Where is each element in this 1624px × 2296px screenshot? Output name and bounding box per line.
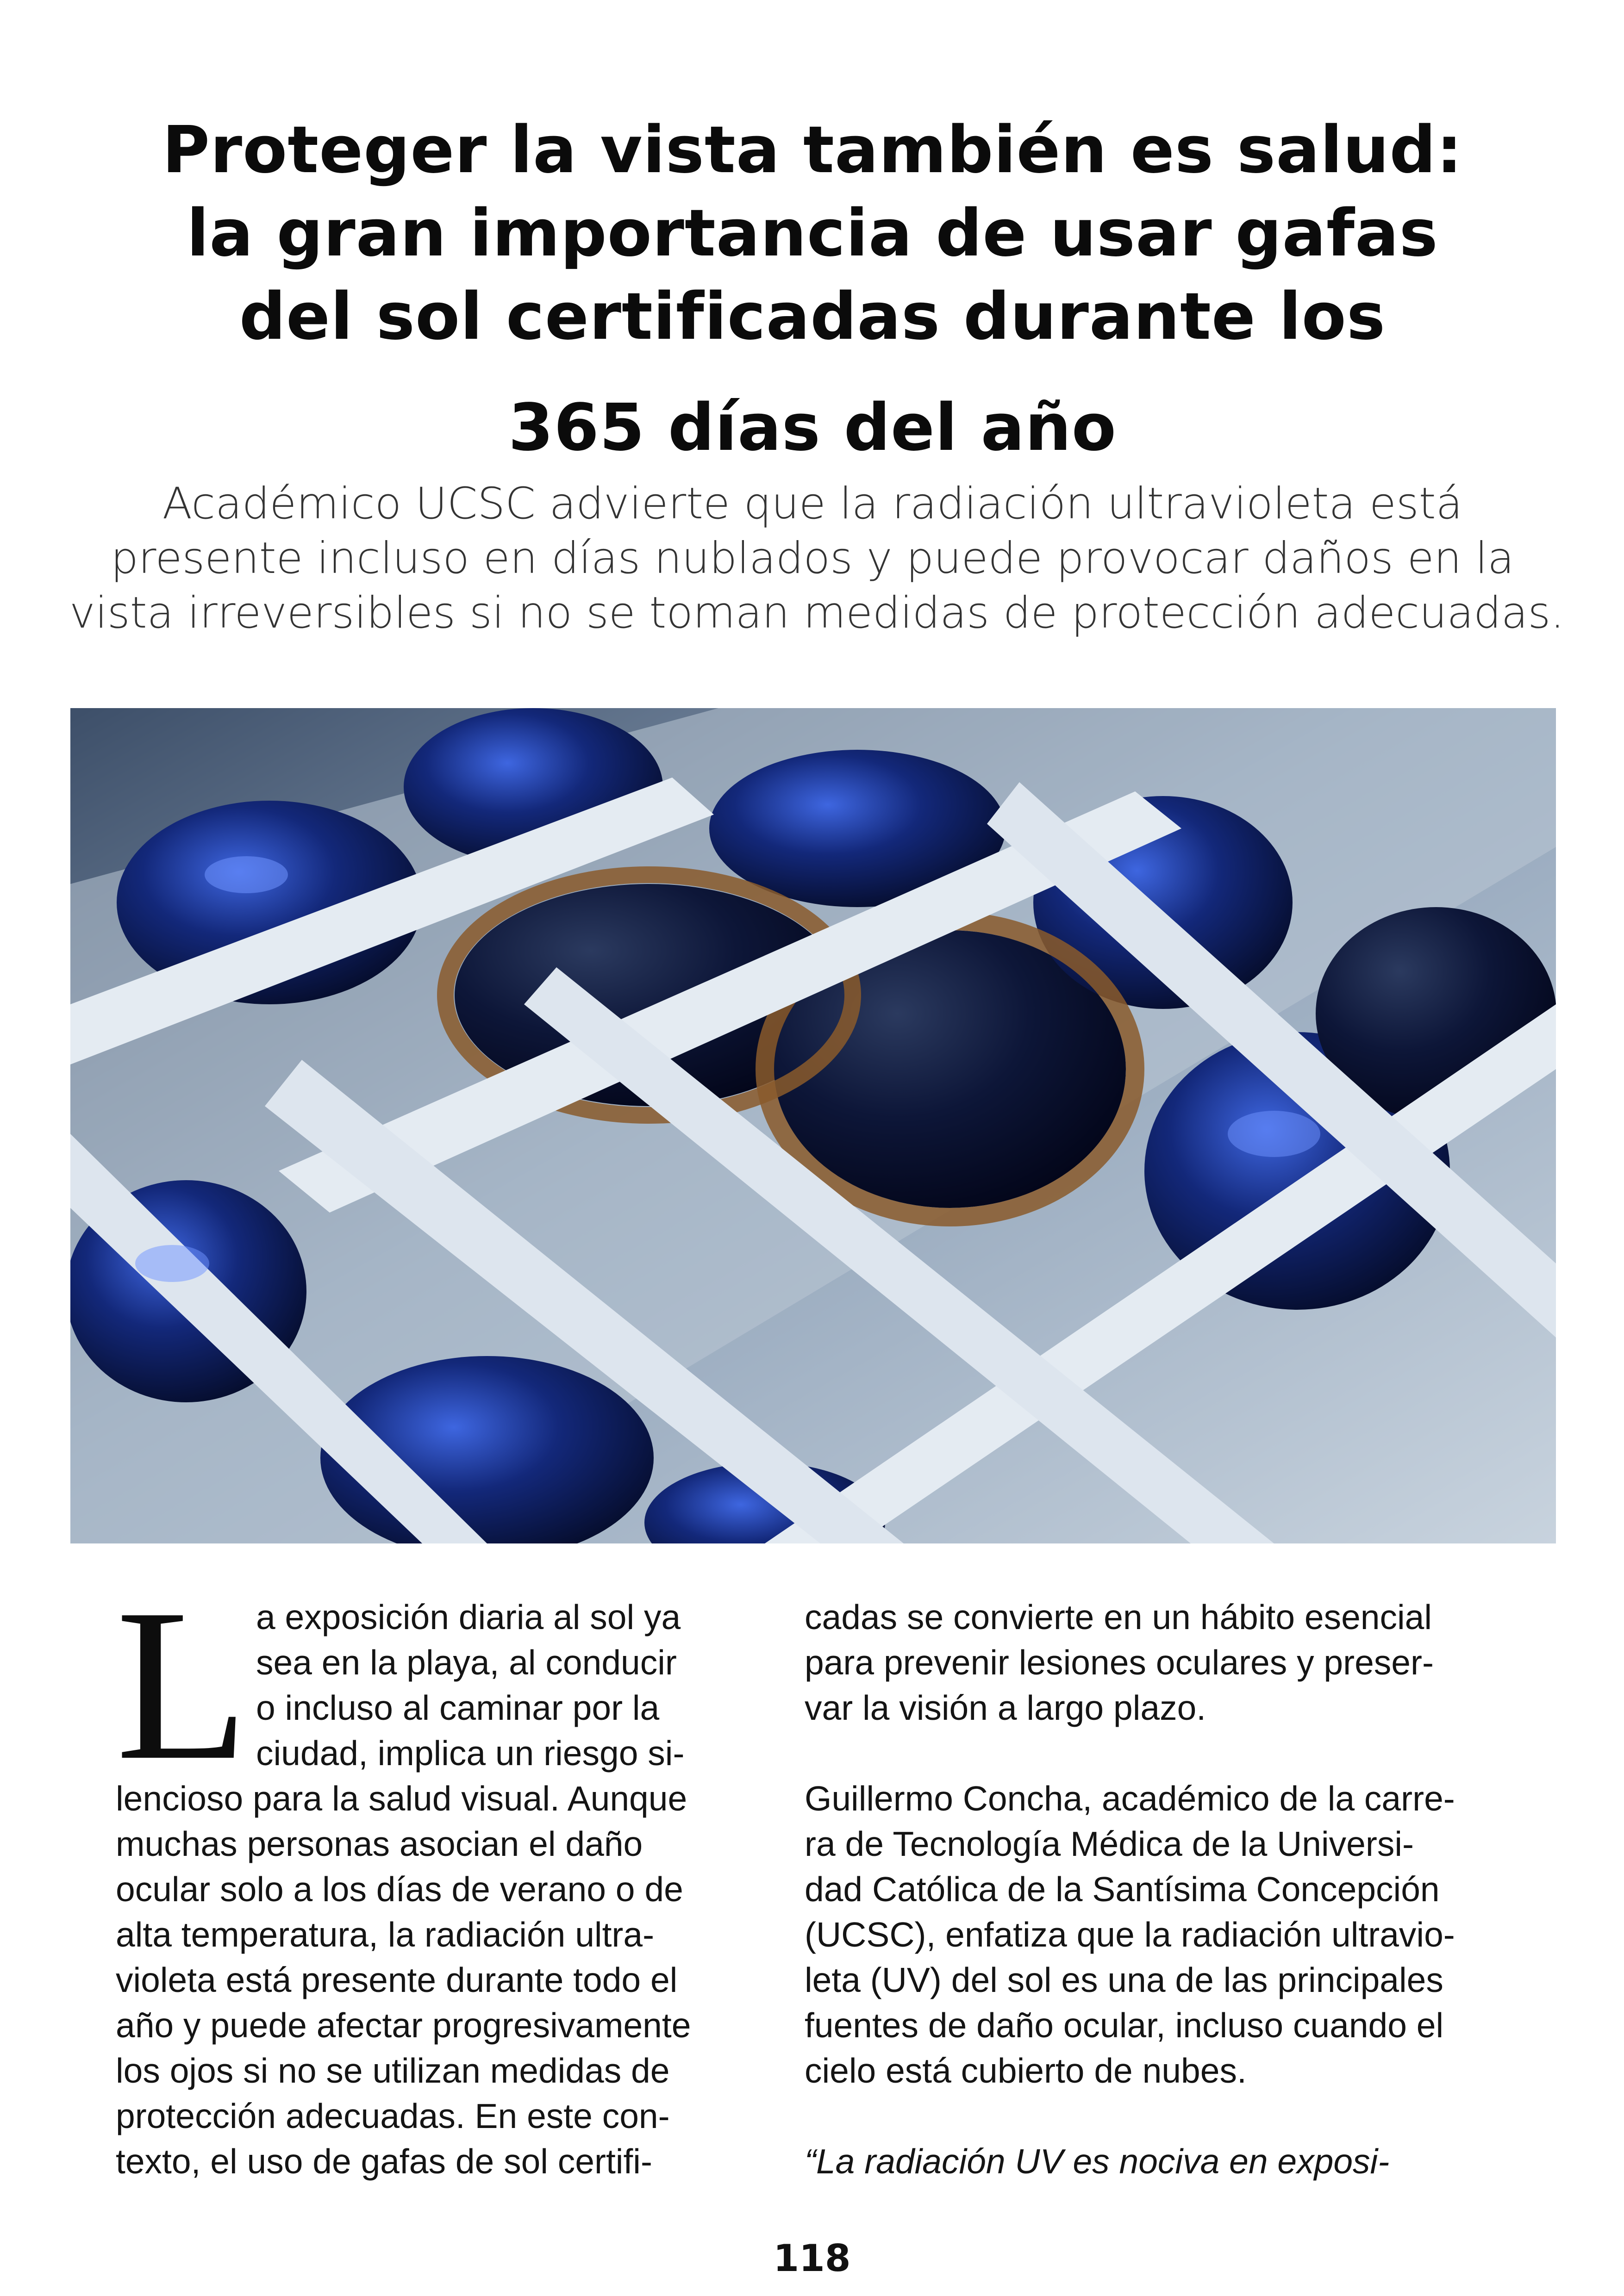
body-line: ciudad, implica un riesgo si- [256, 1734, 685, 1773]
subtitle-line: Académico UCSC advierte que la radiación ultravioleta está [162, 479, 1463, 529]
body-line: fuentes de daño ocular, incluso cuando el [805, 2006, 1444, 2045]
subtitle-line: presente incluso en días nublados y puede provocar daños en la [111, 533, 1514, 584]
body-line: año y puede afectar progresivamente [116, 2006, 691, 2045]
sunglasses-photo [70, 708, 1556, 1543]
body-line: dad Católica de la Santísima Concepción [805, 1870, 1440, 1909]
body-line: a exposición diaria al sol ya [256, 1598, 681, 1636]
drop-cap: L [116, 1564, 249, 1805]
body-line: (UCSC), enfatiza que la radiación ultravio- [805, 1915, 1455, 1954]
subtitle-line: vista irreversibles si no se toman medidas de protección adecuadas. [69, 588, 1565, 638]
body-line: lencioso para la salud visual. Aunque [116, 1779, 687, 1818]
body-line: cielo está cubierto de nubes. [805, 2051, 1247, 2090]
paragraph-gap [805, 1730, 1522, 1776]
paragraph-gap [805, 2093, 1522, 2139]
headline-line: 365 días del año [508, 390, 1117, 466]
body-line: ocular solo a los días de verano o de [116, 1870, 683, 1909]
article-column-left [116, 1594, 757, 2184]
headline-line: del sol certificadas durante los [239, 279, 1386, 355]
article-column-right [805, 1594, 1522, 2184]
body-line: cadas se convierte en un hábito esencial [805, 1598, 1432, 1636]
body-line: texto, el uso de gafas de sol certifi- [116, 2142, 652, 2181]
sunglasses-tray-icon [70, 708, 1556, 1543]
quote-line: “La radiación UV es nociva en exposi- [805, 2142, 1390, 2181]
body-line: o incluso al caminar por la [256, 1688, 660, 1727]
body-line: ra de Tecnología Médica de la Universi- [805, 1824, 1414, 1863]
body-line: para prevenir lesiones oculares y preser- [805, 1643, 1434, 1682]
body-line: alta temperatura, la radiación ultra- [116, 1915, 655, 1954]
body-line: violeta está presente durante todo el [116, 1960, 678, 1999]
body-line: muchas personas asocian el daño [116, 1824, 643, 1863]
body-line: protección adecuadas. En este con- [116, 2097, 670, 2135]
body-line: Guillermo Concha, académico de la carre- [805, 1779, 1455, 1818]
body-line: leta (UV) del sol es una de las principales [805, 1960, 1443, 1999]
article-subtitle [69, 477, 1565, 641]
body-line: sea en la playa, al conducir [256, 1643, 677, 1682]
headline-line: la gran importancia de usar gafas [187, 196, 1438, 271]
body-line: var la visión a largo plazo. [805, 1688, 1206, 1727]
body-line: los ojos si no se utilizan medidas de [116, 2051, 670, 2090]
article-headline [69, 109, 1555, 470]
page-number: 118 [773, 2237, 851, 2280]
headline-line: Proteger la vista también es salud: [162, 112, 1463, 188]
